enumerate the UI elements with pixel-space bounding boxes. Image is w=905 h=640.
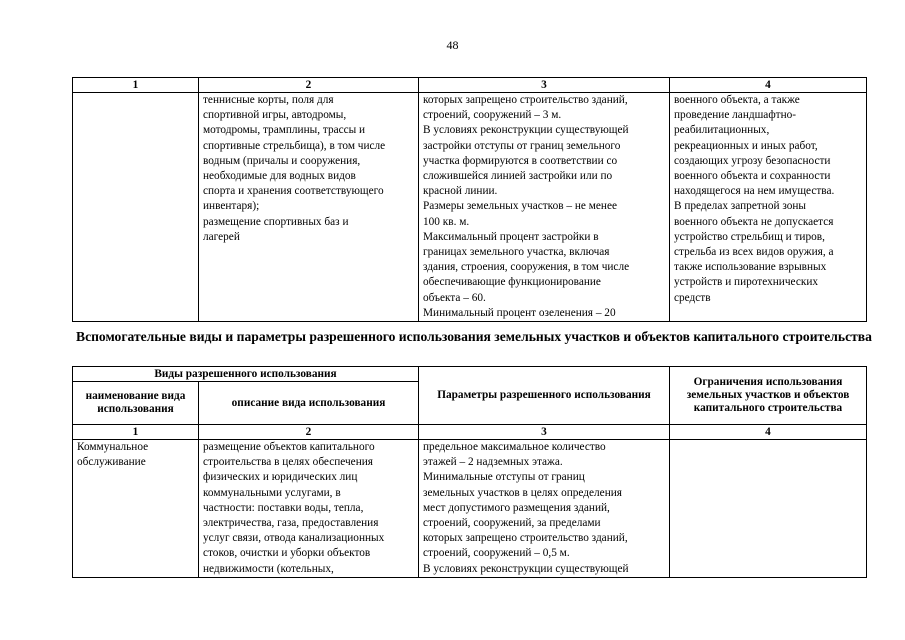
text-line: Минимальный процент озеленения – 20 [423, 306, 616, 319]
header-limitations: Ограничения использования земельных участков и объектов капитального строительства [670, 367, 867, 425]
text-line: рекреационных и иных работ, [674, 139, 818, 152]
text-line: водным (причалы и сооружения, [203, 154, 361, 167]
text-line: находящегося на нем имущества. [674, 185, 835, 198]
text-line: теннисные корты, поля для [203, 94, 334, 106]
text-line: военного объекта и сохранности [674, 170, 831, 183]
col-number-3: 3 [419, 78, 670, 93]
text-line: лагерей [203, 230, 240, 243]
limitations-cell [670, 440, 867, 578]
col-number-1: 1 [73, 425, 199, 440]
table-row [73, 440, 867, 578]
text-line: Размеры земельных участков – не менее [423, 200, 617, 213]
col-number-4: 4 [670, 425, 867, 440]
header-kinds-of-use: Виды разрешенного использования [73, 367, 419, 382]
text-line: мест допустимого размещения зданий, [423, 501, 610, 514]
use-name-cell [73, 440, 199, 578]
text-line: участка формируются в соответствии со [423, 154, 618, 167]
text-line: спортивные стрельбища), в том числе [203, 139, 386, 152]
col-number-3: 3 [419, 425, 670, 440]
text-line: также использование взрывных [674, 261, 827, 274]
text-line: строений, сооружений – 0,5 м. [423, 547, 570, 560]
text-line: В пределах запретной зоны [674, 200, 807, 213]
text-line: земельных участков в целях определения [423, 486, 622, 499]
text-line: электричества, газа, предоставления [203, 517, 379, 530]
text-line: красной линии. [423, 185, 498, 198]
text-line: В условиях реконструкции существующей [423, 562, 629, 575]
text-line: спортивной игры, автодромы, [203, 109, 347, 122]
header-use-name: наименование вида использования [73, 382, 199, 425]
parameters-cell [419, 93, 670, 322]
text-line: стрельба из всех видов оружия, а [674, 246, 834, 259]
table-auxiliary-uses [72, 366, 867, 578]
text-line: сложившейся линией застройки или по [423, 170, 613, 183]
text-line: строений, сооружений, за пределами [423, 517, 601, 530]
text-line: Минимальные отступы от границ [423, 471, 585, 484]
text-line: Максимальный процент застройки в [423, 230, 599, 243]
page-number: 48 [446, 38, 459, 52]
text-line: строительства в целях обеспечения [203, 456, 373, 469]
text-line: В условиях реконструкции существующей [423, 124, 629, 137]
text-line: военного объекта, а также [674, 94, 800, 106]
column-number-row [73, 78, 867, 93]
text-line: предельное максимальное количество [423, 441, 606, 453]
text-line: устройств и пиротехнических [674, 276, 819, 289]
table-main-uses-continued [72, 77, 867, 322]
parameters-cell [419, 440, 670, 578]
col-number-2: 2 [199, 78, 419, 93]
use-description-cell [199, 440, 419, 578]
text-line: частности: поставки воды, тепла, [203, 501, 364, 514]
text-line: обслуживание [77, 456, 146, 469]
text-line: этажей – 2 надземных этажа. [423, 456, 563, 469]
text-line: недвижимости (котельных, [203, 562, 334, 575]
use-description-cell [199, 93, 419, 322]
text-line: военного объекта не допускается [674, 215, 834, 228]
section-title: Вспомогательные виды и параметры разрешенного использования земельных участков и объектов капитального строительства [76, 329, 872, 344]
text-line: инвентаря); [203, 200, 260, 213]
text-line: спорта и хранения соответствующего [203, 185, 384, 198]
col-number-1: 1 [73, 78, 199, 93]
header-parameters: Параметры разрешенного использования [419, 367, 670, 425]
column-number-row [73, 425, 867, 440]
text-line: услуг связи, отвода канализационных [203, 532, 385, 545]
text-line: физических и юридических лиц [203, 471, 358, 484]
use-name-cell [73, 93, 199, 322]
text-line: устройство стрельбищ и тиров, [674, 230, 825, 243]
text-line: средств [674, 291, 711, 304]
text-line: застройки отступы от границ земельного [423, 139, 621, 152]
text-line: необходимые для водных видов [203, 170, 356, 183]
col-number-2: 2 [199, 425, 419, 440]
text-line: границах земельного участка, включая [423, 246, 610, 259]
text-line: создающих угрозу безопасности [674, 154, 831, 167]
text-line: строений, сооружений – 3 м. [423, 109, 562, 122]
text-line: размещение спортивных баз и [203, 215, 349, 228]
text-line: которых запрещено строительство зданий, [423, 94, 628, 106]
text-line: здания, строения, сооружения, в том числе [423, 261, 630, 274]
col-number-4: 4 [670, 78, 867, 93]
table-header-row [73, 367, 867, 382]
table-row [73, 93, 867, 322]
limitations-cell [670, 93, 867, 322]
text-line: обеспечивающие функционирование [423, 276, 601, 289]
text-line: проведение ландшафтно- [674, 109, 797, 122]
text-line: коммунальными услугами, в [203, 486, 341, 499]
text-line: реабилитационных, [674, 124, 770, 137]
text-line: размещение объектов капитального [203, 441, 375, 453]
text-line: 100 кв. м. [423, 215, 470, 228]
text-line: объекта – 60. [423, 291, 486, 304]
text-line: мотодромы, трамплины, трассы и [203, 124, 366, 137]
text-line: которых запрещено строительство зданий, [423, 532, 628, 545]
header-use-description: описание вида использования [199, 382, 419, 425]
text-line: Коммунальное [77, 441, 149, 453]
text-line: стоков, очистки и уборки объектов [203, 547, 371, 560]
